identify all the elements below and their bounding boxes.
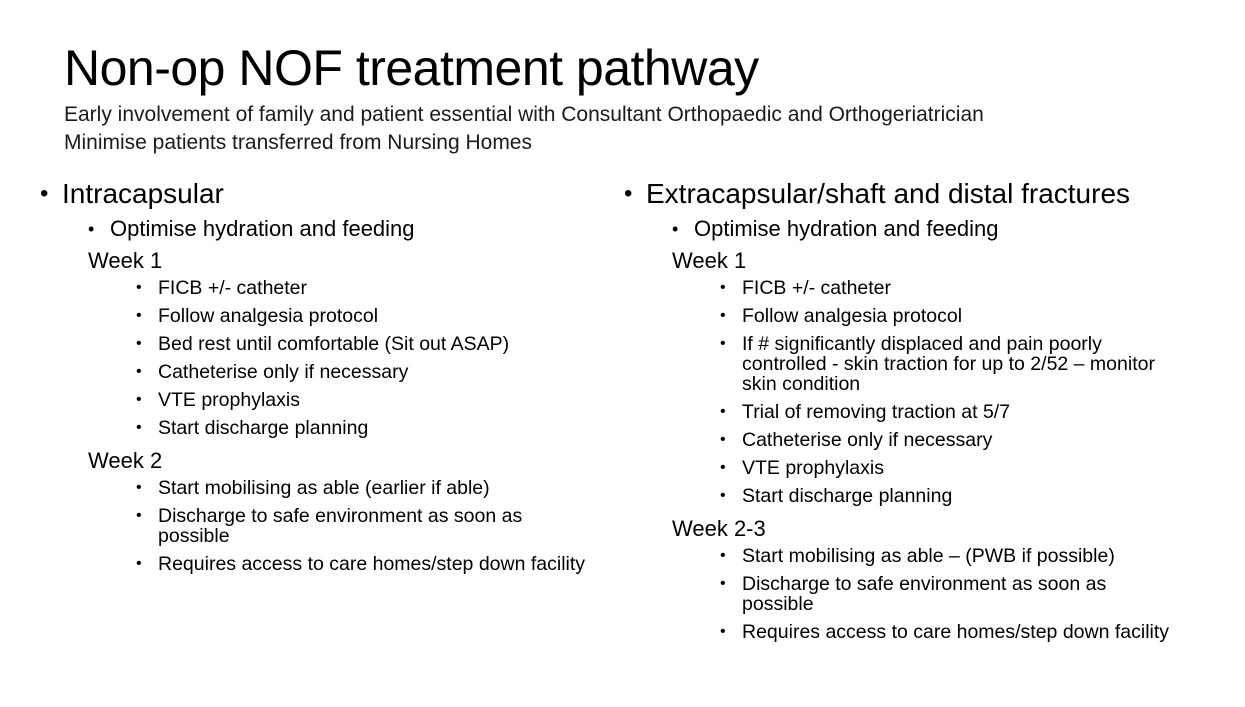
week-1-list [624,278,1224,506]
subtitle-line-1: Early involvement of family and patient essential with Consultant Orthopaedic and Orthogeriatrician [64,103,984,126]
bullet-icon: • [136,335,142,352]
list-item: • Follow analgesia protocol [136,305,379,327]
bullet-icon: • [88,219,95,239]
bullet-icon: • [720,575,726,592]
hydration-point [88,214,600,244]
bullet-icon: • [136,419,142,436]
intracapsular-column [40,176,600,582]
bullet-icon: • [720,403,726,420]
list-item: • Start mobilising as able (earlier if able) [136,477,490,499]
intracapsular-heading [40,176,600,212]
week-1-label: Week 1 [88,248,163,273]
list-item: • Trial of removing traction at 5/7 [720,401,1011,423]
list-item: • Catheterise only if necessary [136,361,409,383]
list-item: • Bed rest until comfortable (Sit out ASAP) [136,333,510,355]
bullet-icon: • [136,479,142,496]
list-item: • If # significantly displaced and pain poorly controlled - skin traction for up to 2/52 – monitor skin condition [720,333,1155,395]
week-2-3-list [624,546,1224,642]
list-item: • VTE prophylaxis [720,457,884,479]
bullet-icon: • [720,335,726,352]
slide-title: Non-op NOF treatment pathway [64,40,759,96]
list-item: • FICB +/- catheter [720,277,892,299]
list-item: • Start mobilising as able – (PWB if possible) [720,545,1115,567]
bullet-icon: • [720,487,726,504]
bullet-icon: • [40,180,49,207]
week-2-list [40,478,600,574]
sub-text: Optimise hydration and feeding [110,216,415,241]
bullet-icon: • [136,391,142,408]
bullet-icon: • [720,279,726,296]
list-item: • Start discharge planning [720,485,953,507]
list-item: • Start discharge planning [136,417,369,439]
list-item: • Follow analgesia protocol [720,305,963,327]
week-2-3-label: Week 2-3 [672,516,766,541]
week-2-label: Week 2 [88,448,163,473]
extracapsular-column [624,176,1224,650]
subtitle-line-2: Minimise patients transferred from Nursing Homes [64,131,532,154]
week-1-label: Week 1 [672,248,747,273]
bullet-icon: • [720,623,726,640]
bullet-icon: • [672,219,679,239]
bullet-icon: • [720,307,726,324]
extracapsular-heading [624,176,1224,212]
bullet-icon: • [720,431,726,448]
bullet-icon: • [136,307,142,324]
bullet-icon: • [720,547,726,564]
hydration-point [672,214,1224,244]
heading-text: Extracapsular/shaft and distal fractures [646,178,1131,209]
bullet-icon: • [624,180,633,207]
list-item: • FICB +/- catheter [136,277,308,299]
bullet-icon: • [136,363,142,380]
list-item: • Catheterise only if necessary [720,429,993,451]
sub-text: Optimise hydration and feeding [694,216,999,241]
list-item: • Discharge to safe environment as soon as possible [136,505,523,547]
heading-text: Intracapsular [62,178,224,209]
bullet-icon: • [720,459,726,476]
bullet-icon: • [136,507,142,524]
bullet-icon: • [136,555,142,572]
list-item: • Discharge to safe environment as soon as possible [720,573,1107,615]
list-item: • Requires access to care homes/step down facility [136,553,586,575]
list-item: • VTE prophylaxis [136,389,300,411]
bullet-icon: • [136,279,142,296]
week-1-list [40,278,600,438]
list-item: • Requires access to care homes/step down facility [720,621,1170,643]
